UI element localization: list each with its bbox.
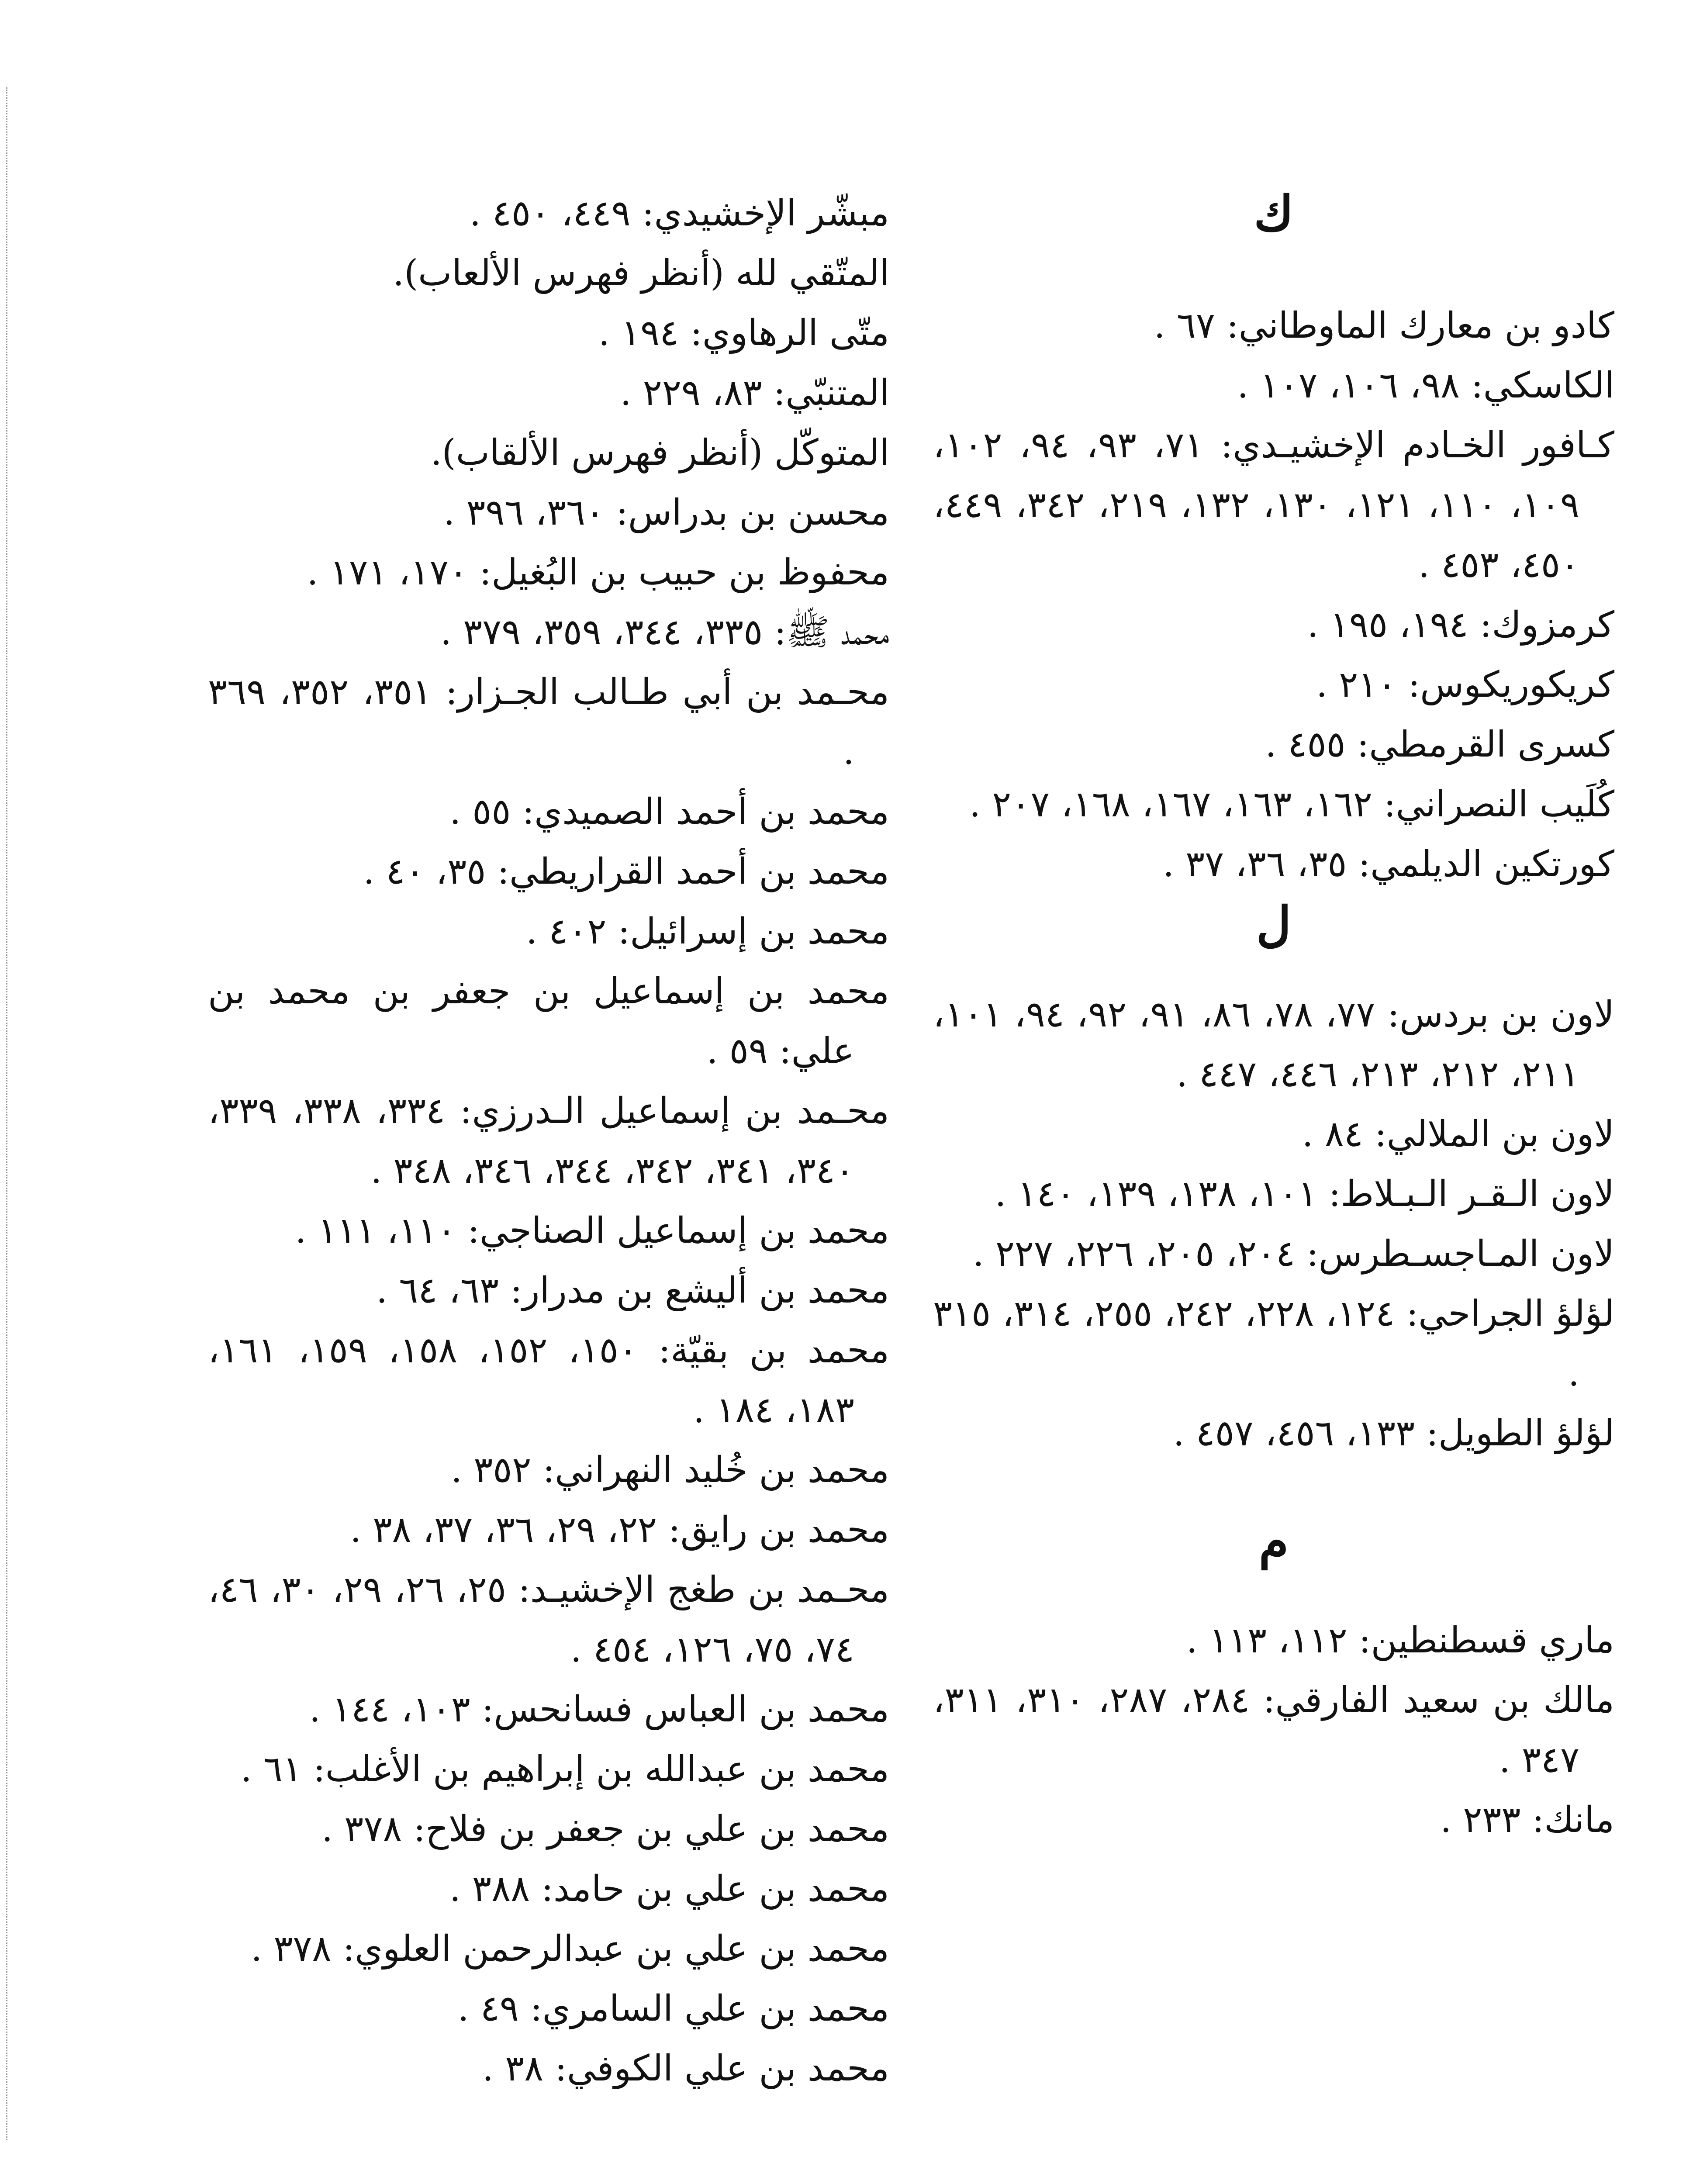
index-entry: كسرى القرمطي: ٤٥٥ . xyxy=(1265,724,1614,765)
index-entry: محمد بن عبدالله بن إبراهيم بن الأغلب: ٦١ . xyxy=(240,1749,889,1790)
index-entry: محـمد بن طغج الإخشيـد: ٢٥، ٢٦، ٢٩، ٣٠، ٤٦، ٧٤، ٧٥، ١٢٦، ٤٥٤ . xyxy=(208,1569,890,1670)
index-entry: محمد بن علي السامري: ٤٩ . xyxy=(457,1988,889,2029)
index-entry: مبشّر الإخشيدي: ٤٤٩، ٤٥٠ . xyxy=(469,193,889,234)
index-entry: محمد بن العباس فسانحس: ١٠٣، ١٤٤ . xyxy=(309,1689,889,1730)
index-entry: محمد بن أحمد القراريطي: ٣٥، ٤٠ . xyxy=(363,851,889,892)
index-entry: محمد بن رايق: ٢٢، ٢٩، ٣٦، ٣٧، ٣٨ . xyxy=(350,1509,889,1551)
index-entry: محمد بن بقيّة: ١٥٠، ١٥٢، ١٥٨، ١٥٩، ١٦١، ١٨٣، ١٨٤ . xyxy=(208,1330,890,1431)
index-entry: محمد بن أليشع بن مدرار: ٦٣، ٦٤ . xyxy=(376,1270,889,1311)
index-entry: محسن بن بدراس: ٣٦٠، ٣٩٦ . xyxy=(443,492,889,533)
index-entry: محفوظ بن حبيب بن البُغيل: ١٧٠، ١٧١ . xyxy=(307,552,889,593)
index-entry: محمد بن علي الكوفي: ٣٨ . xyxy=(482,2048,889,2089)
section-letter-lam: ل xyxy=(1256,896,1291,952)
index-entry: المتّقي لله (أنظر فهرس الألعاب). xyxy=(393,252,889,294)
index-entry: المتوكّل (أنظر فهرس الألقاب). xyxy=(430,432,889,473)
index-entry: محمد بن إسرائيل: ٤٠٢ . xyxy=(526,911,889,952)
index-entry: محمد بن علي بن عبدالرحمن العلوي: ٣٧٨ . xyxy=(251,1928,889,1970)
index-entry: الكاسكي: ٩٨، ١٠٦، ١٠٧ . xyxy=(1237,365,1614,406)
index-entry: كرمزوك: ١٩٤، ١٩٥ . xyxy=(1307,604,1614,646)
index-entry: لاون بن بردس: ٧٧، ٧٨، ٨٦، ٩١، ٩٢، ٩٤، ١٠١، ٢١١، ٢١٢، ٢١٣، ٤٤٦، ٤٤٧ . xyxy=(933,994,1615,1095)
index-entry: محمد بن علي بن جعفر بن فلاح: ٣٧٨ . xyxy=(321,1808,889,1850)
left-column xyxy=(208,183,889,2098)
index-entry: متّى الرهاوي: ١٩٤ . xyxy=(598,312,889,354)
right-column xyxy=(933,183,1614,1850)
index-entry: كادو بن معارك الماوطاني: ٦٧ . xyxy=(1154,305,1614,346)
index-entry: كورتكين الديلمي: ٣٥، ٣٦، ٣٧ . xyxy=(1162,843,1614,885)
index-entry: محـمد بن إسماعيل الـدرزي: ٣٣٤، ٣٣٨، ٣٣٩، ٣٤٠، ٣٤١، ٣٤٢، ٣٤٤، ٣٤٦، ٣٤٨ . xyxy=(208,1090,890,1192)
index-entry: محمد بن خُليد النهراني: ٣٥٢ . xyxy=(451,1449,889,1491)
section-letter-kaf: ك xyxy=(1254,185,1294,242)
index-entry: مانك: ٢٣٣ . xyxy=(1440,1799,1614,1841)
index-entry: محمد بن أحمد الصميدي: ٥٥ . xyxy=(449,791,889,833)
index-entry: كـافور الخـادم الإخشيـدي: ٧١، ٩٣، ٩٤، ١٠٢، ١٠٩، ١١٠، ١٢١، ١٣٠، ١٣٢، ٢١٩، ٣٤٢، ٤٤٩، ٤٥٠، ٤٥٣ . xyxy=(933,425,1615,586)
index-entry: لؤلؤ الجراحي: ١٢٤، ٢٢٨، ٢٤٢، ٢٥٥، ٣١٤، ٣١٥ . xyxy=(933,1293,1615,1394)
index-entry: محـمد بن أبي طـالب الجـزار: ٣٥١، ٣٥٢، ٣٦٩ . xyxy=(208,671,889,773)
index-entry: لاون بن الملالي: ٨٤ . xyxy=(1302,1113,1614,1155)
index-entry: لاون المـاجسـطرس: ٢٠٤، ٢٠٥، ٢٢٦، ٢٢٧ . xyxy=(972,1233,1614,1275)
index-entry: مالك بن سعيد الفارقي: ٢٨٤، ٢٨٧، ٣١٠، ٣١١، ٣٤٧ . xyxy=(933,1679,1615,1781)
index-entry: محمد بن إسماعيل الصناجي: ١١٠، ١١١ . xyxy=(295,1210,889,1251)
index-entry: ماري قسطنطين: ١١٢، ١١٣ . xyxy=(1186,1620,1614,1661)
index-entry: المتنبّي: ٨٣، ٢٢٩ . xyxy=(620,372,889,414)
index-entry: لؤلؤ الطويل: ١٣٣، ٤٥٦، ٤٥٧ . xyxy=(1173,1413,1614,1454)
index-entry: محمد ﷺ: ٣٣٥، ٣٤٤، ٣٥٩، ٣٧٩ . xyxy=(440,612,889,653)
index-entry: كريكوريكوس: ٢١٠ . xyxy=(1316,664,1614,705)
index-entry: محمد بن إسماعيل بن جعفر بن محمد بن علي: ٥٩ . xyxy=(208,971,889,1072)
index-entry: كُلَيب النصراني: ١٦٢، ١٦٣، ١٦٧، ١٦٨، ٢٠٧ . xyxy=(969,784,1614,825)
scan-edge-marks xyxy=(6,87,9,2140)
index-entry: لاون الـقـر الـبـلاط: ١٠١، ١٣٨، ١٣٩، ١٤٠ . xyxy=(995,1173,1614,1215)
index-entry: محمد بن علي بن حامد: ٣٨٨ . xyxy=(449,1868,889,1910)
section-letter-mim: م xyxy=(1258,1513,1289,1569)
